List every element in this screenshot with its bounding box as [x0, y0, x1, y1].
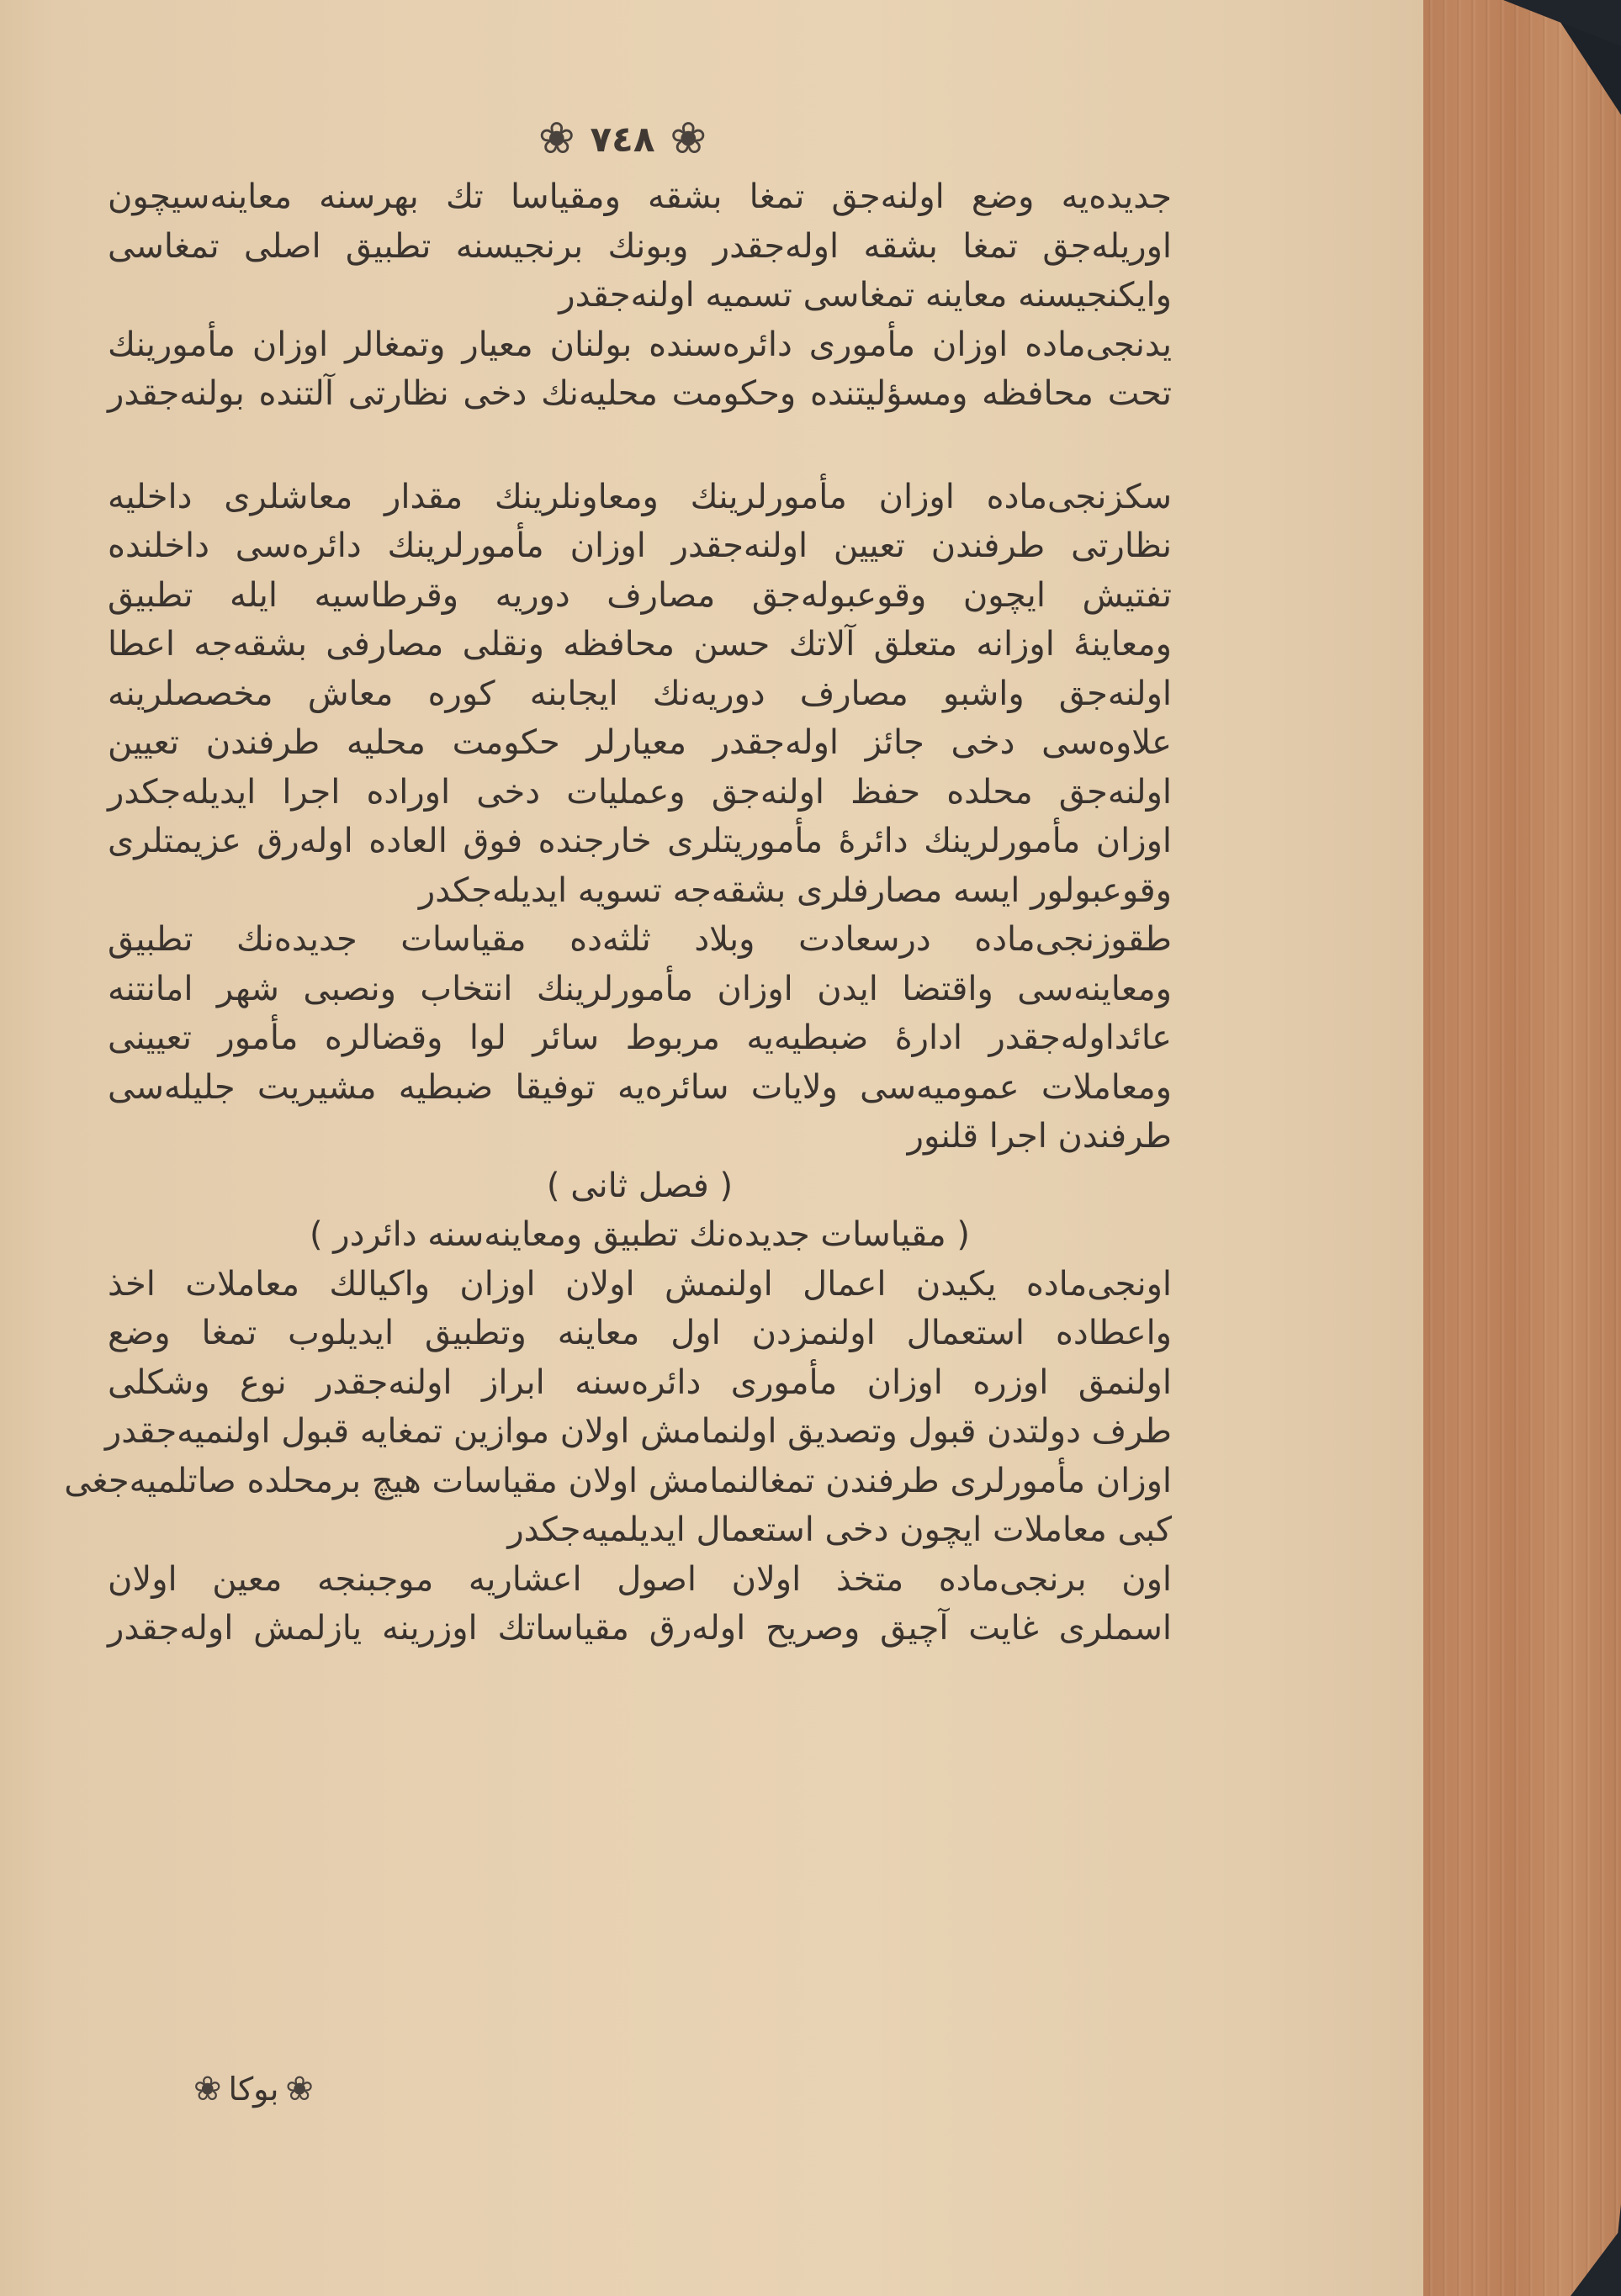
text-line: ومعاينه‌سى واقتضا ايدن اوزان مأمورلرينك انتخاب ونصبى شهر امانتنه — [108, 969, 1172, 1008]
text-line: وايكنجيسنه معاينه تمغاسى تسميه اولنه‌جقدر — [559, 276, 1172, 315]
text-line: طرف دولتدن قبول وتصديق اولنمامش اولان موازين تمغايه قبول اولنميه‌جقدر — [104, 1412, 1172, 1451]
article-8-heading-line: سكزنجى‌ماده اوزان مأمورلرينك ومعاونلرينك مقدار معاشلرى داخليه — [108, 477, 1172, 516]
text-line: اسملرى غايت آچيق وصريح اوله‌رق مقياساتك اوزرينه يازلمش اوله‌جقدر — [108, 1609, 1172, 1648]
text-line: اولنه‌جق واشبو مصارف دوريه‌نك ايجابنه كوره معاش مخصصلرينه — [108, 674, 1172, 713]
left-floral-ornament-icon: ❀ — [538, 114, 575, 164]
article-11-heading-line: اون برنجى‌ماده متخذ اولان اصول اعشاريه موجبنجه معين اولان — [108, 1559, 1172, 1599]
text-line: علاوه‌سى دخى جائز اوله‌جقدر معيارلر حكومت محليه طرفندن تعيين — [108, 723, 1172, 762]
text-line: اوريله‌جق تمغا بشقه اوله‌جقدر وبونك برنجيسنه تطبيق اصلى تمغاسى — [108, 226, 1172, 266]
text-line: عائداوله‌جقدر ادارهٔ ضبطيه‌يه مربوط سائر لوا وقضالره مأمور تعيينى — [108, 1018, 1172, 1057]
text-line: تحت محافظه ومسؤليتنده وحكومت محليه‌نك دخى نظارتى آلتنده بولنه‌جقدر — [108, 374, 1172, 413]
catchword-right-ornament-icon: ❀ — [285, 2070, 314, 2108]
section-title: ( فصل ثانى ) — [546, 1166, 734, 1205]
paragraph-gap — [108, 419, 1172, 473]
body-text — [64, 172, 1172, 1653]
text-line: نظارتى طرفندن تعيين اولنه‌جقدر اوزان مأمورلرينك دائره‌سى داخلنده — [108, 526, 1172, 565]
text-line: جديده‌يه وضع اولنه‌جق تمغا بشقه ومقياسا تك بهرسنه معاينه‌سيچون — [108, 177, 1172, 216]
article-7-heading-line: يدنجى‌ماده اوزان مأمورى دائره‌سنده بولنان معيار وتمغالر اوزان مأمورينك — [108, 325, 1172, 364]
catchword-left-ornament-icon: ❀ — [193, 2070, 222, 2108]
text-line: اولنه‌جق محلده حفظ اولنه‌جق وعمليات دخى اوراده اجرا ايديله‌جكدر — [108, 772, 1172, 812]
text-line: ومعاينهٔ اوزانه متعلق آلاتك حسن محافظه ونقلى مصارفى بشقه‌جه اعطا — [108, 625, 1172, 664]
text-line: ومعاملات عموميه‌سى ولايات سائره‌يه توفيقا ضبطيه مشيريت جليله‌سى — [108, 1067, 1172, 1107]
page-number: ٧٤٨ — [590, 118, 655, 160]
book-page-edges — [1423, 0, 1621, 2296]
catchword-text: بوكا — [228, 2071, 279, 2108]
text-line: طرفندن اجرا قلنور — [907, 1117, 1172, 1156]
section-subtitle: ( مقياسات جديده‌نك تطبيق ومعاينه‌سنه دائردر ) — [309, 1215, 971, 1254]
text-line: كبى معاملات ايچون دخى استعمال ايديلميه‌جكدر — [507, 1510, 1172, 1549]
text-line: اوزان مأمورلرينك دائرهٔ مأموريتلرى خارجنده فوق العاده اوله‌رق عزيمتلرى — [108, 822, 1172, 860]
text-line: واعطاده استعمال اولنمزدن اول معاينه وتطبيق ايديلوب تمغا وضع — [108, 1314, 1172, 1352]
article-10-heading-line: اونجى‌ماده يكيدن اعمال اولنمش اولان اوزان واكيالك معاملات اخذ — [108, 1264, 1172, 1304]
catchword — [193, 2071, 314, 2108]
right-floral-ornament-icon: ❀ — [670, 114, 707, 164]
text-line: اولنمق اوزره اوزان مأمورى دائره‌سنه ابراز اولنه‌جقدر نوع وشكلى — [108, 1362, 1172, 1402]
text-line: تفتيش ايچون وقوعبوله‌جق مصارف دوريه وقرطاسيه ايله تطبيق — [108, 575, 1172, 615]
page-header — [522, 109, 723, 168]
text-line: وقوعبولور ايسه مصارفلرى بشقه‌جه تسويه ايديله‌جكدر — [418, 870, 1172, 910]
article-9-heading-line: طقوزنجى‌ماده درسعادت وبلاد ثلثه‌ده مقياسات جديده‌نك تطبيق — [108, 920, 1172, 959]
text-line: اوزان مأمورلرى طرفندن تمغالنمامش اولان مقياسات هيچ برمحلده صاتلميه‌جغى — [64, 1461, 1172, 1500]
